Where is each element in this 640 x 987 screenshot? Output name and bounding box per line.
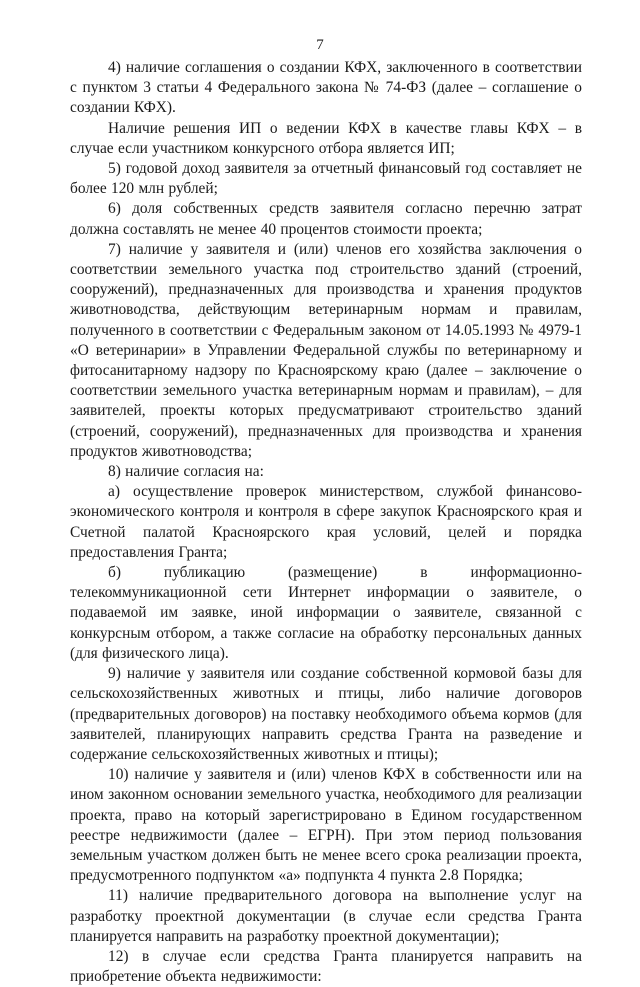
paragraph-8a-inspections: а) осуществление проверок министерством, службой финансово-экономического контроля и контроля в сфере закупок Красноярского края и Счетной палатой Красноярского края условий, целей и порядка предоставления Гранта; <box>70 483 582 561</box>
paragraph-8b-publication: б) публикацию (размещение) в информационно-телекоммуникационной сети Интернет информации о заявителе, о подаваемой им заявке, иной информации о заявителе, связанной с конкурсным отбором, а также согласие на обработку персональных данных (для физического лица). <box>70 564 582 662</box>
paragraph-12-real-estate: 12) в случае если средства Гранта планируется направить на приобретение объекта недвижимости: <box>70 947 582 986</box>
document-body <box>70 58 582 987</box>
paragraph-10-land: 10) наличие у заявителя и (или) членов КФХ в собственности или на ином законном основании земельного участка, необходимого для реализации проекта, право на который зарегистрировано в Едином государственном реестре недвижимости (далее – ЕГРН). При этом период пользования земельным участком должен быть не менее всего срока реализации проекта, предусмотренного подпунктом «а» подпункта 4 пункта 2.8 Порядка; <box>70 766 582 885</box>
paragraph-8-consent: 8) наличие согласия на: <box>108 463 264 481</box>
paragraph-9-feed-base: 9) наличие у заявителя или создание собственной кормовой базы для сельскохозяйственных животных и птицы, либо наличие договоров (предварительных договоров) на поставку необходимого объема кормов (для заявителей, планирующих направить средства Гранта на разведение и содержание сельскохозяйственных животных и птицы); <box>70 665 582 763</box>
paragraph-ip-decision: Наличие решения ИП о ведении КФХ в качестве главы КФХ – в случае если участником конкурсного отбора является ИП; <box>70 119 582 157</box>
paragraph-4-agreement: 4) наличие соглашения о создании КФХ, заключенного в соответствии с пунктом 3 статьи 4 Федерального закона № 74-ФЗ (далее – соглашение о создании КФХ). <box>70 59 582 117</box>
page-number: 7 <box>316 37 324 53</box>
paragraph-5-income: 5) годовой доход заявителя за отчетный финансовый год составляет не более 120 млн рублей; <box>70 160 582 198</box>
paragraph-11-design-contract: 11) наличие предварительного договора на выполнение услуг на разработку проектной документации (в случае если средства Гранта планируется направить на разработку проектной документации); <box>70 887 582 945</box>
paragraph-6-own-funds: 6) доля собственных средств заявителя согласно перечню затрат должна составлять не менее 40 процентов стоимости проекта; <box>70 200 582 238</box>
paragraph-7-veterinary: 7) наличие у заявителя и (или) членов его хозяйства заключения о соответствии земельного участка под строительство зданий (строений, сооружений), предназначенных для производства и хранения продуктов животноводства, действующим ветеринарным нормам и правилам, полученного в соответствии с Федеральным законом от 14.05.1993 № 4979-1 «О ветеринарии» в Управлении Федеральной службы по ветеринарному и фитосанитарному надзору по Красноярскому краю (далее – заключение о соответствии земельного участка ветеринарным нормам и правилам), – для заявителей, проекты которых предусматривают строительство зданий (строений, сооружений), предназначенных для производства и хранения продуктов животноводства; <box>70 240 582 460</box>
